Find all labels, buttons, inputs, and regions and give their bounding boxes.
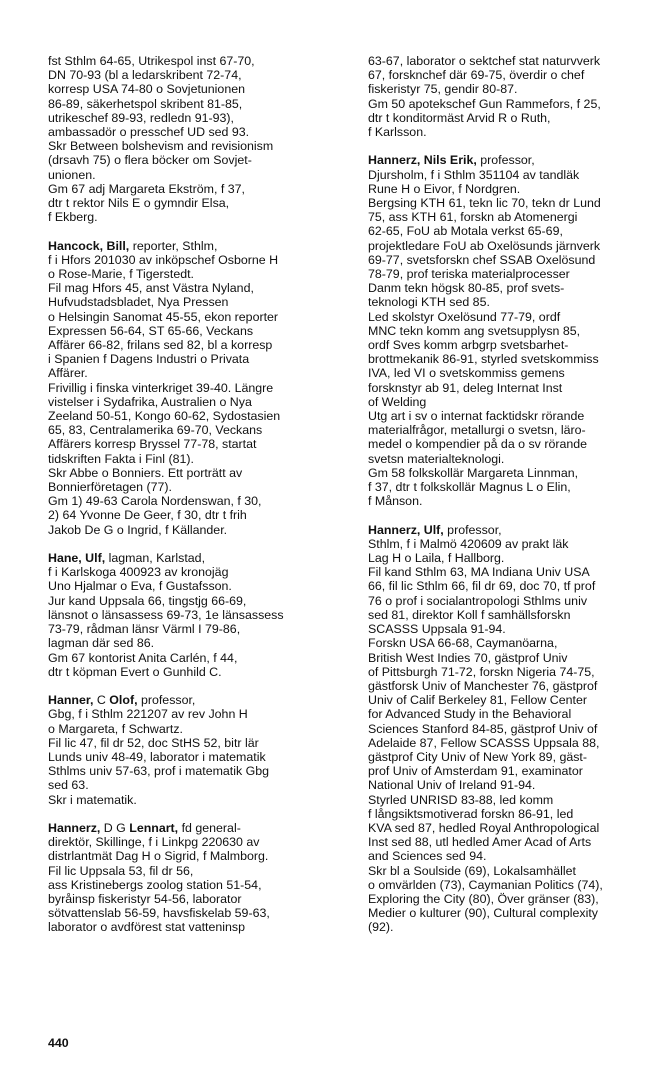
entry-text: Univ of Calif Berkeley 81, Fellow Center: [368, 693, 587, 708]
entry-text: gästforsk Univ of Manchester 76, gästprof: [368, 678, 598, 693]
entry-text: MNC tekn komm ang svetsupplysn 85,: [368, 323, 581, 338]
text-line: [368, 920, 668, 934]
entry-text: Gm 1) 49-63 Carola Nordenswan, f 30,: [48, 494, 262, 509]
text-line: [368, 168, 668, 182]
text-line: [368, 707, 668, 721]
text-line: [368, 622, 668, 636]
entry-text: byråinsp fiskeristyr 54-56, laborator: [48, 891, 242, 906]
entry-text: Bergsing KTH 61, tekn lic 70, tekn dr Lund: [368, 196, 601, 211]
entry-text: gästprof City Univ of New York 89, gäst-: [368, 749, 588, 764]
text-line: [368, 736, 668, 750]
text-line: [368, 565, 668, 579]
text-line: [48, 153, 348, 167]
text-line: [48, 579, 348, 593]
text-line: [368, 437, 668, 451]
text-line: [368, 153, 668, 167]
text-line: [48, 338, 348, 352]
entry-text: Jur kand Uppsala 66, tingstjg 66-69,: [48, 593, 247, 608]
text-line: [368, 466, 668, 480]
entry-text: medel o kompendier på da o sv rörande: [368, 437, 588, 452]
entry-text: 2) 64 Yvonne De Geer, f 30, dtr t frih: [48, 508, 247, 523]
entry-text: Danm tekn högsk 80-85, prof svets-: [368, 281, 565, 296]
entry-text: and Sciences sed 94.: [368, 849, 487, 864]
entry-text: Gbg, f i Sthlm 221207 av rev John H: [48, 707, 248, 722]
entry-text: Gm 67 adj Margareta Ekström, f 37,: [48, 181, 245, 196]
entry-text: D G: [100, 820, 130, 835]
text-line: [368, 409, 668, 423]
text-line: [368, 821, 668, 835]
text-line: [48, 523, 348, 537]
entry-text: forsknstyr ab 91, deleg Internat Inst: [368, 380, 563, 395]
entry-text: teknologi KTH sed 85.: [368, 295, 490, 310]
entry-text: 78-79, prof teriska materialprocesser: [368, 267, 570, 282]
entry-text: 63-67, laborator o sektchef stat naturvverk: [368, 54, 601, 68]
text-line: [48, 253, 348, 267]
text-line: [368, 295, 668, 309]
text-line: [48, 466, 348, 480]
text-line: [368, 778, 668, 792]
text-line: [368, 480, 668, 494]
text-line: [48, 622, 348, 636]
text-line: [48, 480, 348, 494]
entry-text: Skr Abbe o Bonniers. Ett porträtt av: [48, 465, 243, 480]
entry-text: Gm 50 apotekschef Gun Rammefors, f 25,: [368, 96, 601, 111]
text-line: [48, 210, 348, 224]
text-line: [368, 125, 668, 139]
biography-entry: [368, 153, 668, 508]
entry-text: sed 81, direktor Koll f samhällsforskn: [368, 607, 571, 622]
text-line: [48, 366, 348, 380]
text-line: [368, 54, 668, 68]
entry-text: Affärers korresp Bryssel 77-78, startat: [48, 437, 257, 452]
text-line: [368, 281, 668, 295]
entry-text: Zeeland 50-51, Kongo 60-62, Sydostasien: [48, 409, 281, 424]
entry-text: vistelser i Sydafrika, Australien o Nya: [48, 394, 252, 409]
entry-text: lagman, Karlstad,: [105, 551, 206, 566]
text-line: [368, 892, 668, 906]
entry-text: 75, ass KTH 61, forskn ab Atomenergi: [368, 210, 578, 225]
entry-text: materialfrågor, metallurgi o svetsn, läro-: [368, 423, 586, 438]
entry-text: Led skolstyr Oxelösund 77-79, ordf: [368, 309, 561, 324]
entry-heading: Hanner,: [48, 693, 94, 708]
entry-text: professor,: [137, 693, 196, 708]
entry-text: ass Kristinebergs zoolog station 51-54,: [48, 877, 262, 892]
entry-text: o Rose-Marie, f Tigerstedt.: [48, 267, 194, 282]
entry-text: Rune H o Eivor, f Nordgren.: [368, 181, 521, 196]
biography-entry: [48, 693, 348, 807]
text-line: [368, 537, 668, 551]
entry-text: prof Univ of Amsterdam 91, examinator: [368, 764, 583, 779]
entry-text: 62-65, FoU ab Motala verkst 65-69,: [368, 224, 563, 239]
text-line: [368, 608, 668, 622]
text-line: [48, 594, 348, 608]
text-line: [48, 565, 348, 579]
entry-text: svetsn materialteknologi.: [368, 451, 505, 466]
text-line: [48, 764, 348, 778]
entry-text: Skr bl a Soulside (69), Lokalsamhället: [368, 863, 576, 878]
entry-text: ambassadör o presschef UD sed 93.: [48, 125, 250, 140]
text-line: [48, 693, 348, 707]
text-line: [368, 494, 668, 508]
entry-text: Uno Hjalmar o Eva, f Gustafsson.: [48, 579, 232, 594]
entry-text: o Helsingin Sanomat 45-55, ekon reporter: [48, 309, 279, 324]
text-line: [48, 409, 348, 423]
entry-heading: Hancock, Bill,: [48, 238, 130, 253]
text-line: [368, 324, 668, 338]
entry-text: British West Indies 70, gästprof Univ: [368, 650, 568, 665]
entry-text: f i Karlskoga 400923 av kronojäg: [48, 565, 229, 580]
entry-text: dtr t konditormäst Arvid R o Ruth,: [368, 110, 551, 125]
entry-text: fiskeristyr 75, gendir 80-87.: [368, 82, 518, 97]
text-line: [368, 423, 668, 437]
text-line: [368, 210, 668, 224]
entry-heading: Hannerz, Ulf,: [368, 522, 444, 537]
entry-text: 76 o prof i socialantropologi Sthlms univ: [368, 593, 588, 608]
entry-text: brottmekanik 86-91, styrled svetskommiss: [368, 352, 599, 367]
entry-text: Fil lic Uppsala 53, fil dr 56,: [48, 863, 194, 878]
entry-text: professor,: [443, 522, 502, 537]
text-line: [48, 722, 348, 736]
entry-text: f i Hfors 201030 av inköpschef Osborne H: [48, 252, 279, 267]
entry-text: Jakob De G o Ingrid, f Källander.: [48, 522, 228, 537]
entry-text: sed 63.: [48, 778, 89, 793]
entry-text: (drsavh 75) o flera böcker om Sovjet-: [48, 153, 252, 168]
text-line: [48, 324, 348, 338]
text-line: [48, 82, 348, 96]
text-line: [48, 452, 348, 466]
entry-text: Hufvudstadsbladet, Nya Pressen: [48, 295, 229, 310]
entry-text: Fil kand Sthlm 63, MA Indiana Univ USA: [368, 565, 590, 580]
biography-entry: [48, 551, 348, 679]
biography-entry: [48, 54, 348, 224]
entry-text: 69-77, svetsforskn chef SSAB Oxelösund: [368, 252, 596, 267]
entry-text: Lag H o Laila, f Hallborg.: [368, 551, 505, 566]
text-line: [368, 182, 668, 196]
text-line: [48, 906, 348, 920]
text-line: [368, 551, 668, 565]
text-line: [368, 679, 668, 693]
entry-text: f Karlsson.: [368, 125, 427, 140]
text-line: [48, 508, 348, 522]
text-line: [368, 68, 668, 82]
text-line: [368, 835, 668, 849]
text-line: [368, 224, 668, 238]
entry-text: professor,: [476, 153, 535, 168]
text-line: [48, 736, 348, 750]
text-line: [48, 878, 348, 892]
entry-text: Affärer 66-82, frilans sed 82, bl a korresp: [48, 338, 273, 353]
right-column: [368, 54, 668, 935]
entry-text: Frivillig i finska vinterkriget 39-40. Längre: [48, 380, 274, 395]
entry-text: C: [93, 693, 110, 708]
entry-text: Expressen 56-64, ST 65-66, Veckans: [48, 323, 254, 338]
text-line: [368, 579, 668, 593]
text-line: [48, 437, 348, 451]
entry-text: distrlantmät Dag H o Sigrid, f Malmborg.: [48, 849, 269, 864]
entry-text: Skr Between bolshevism and revisionism: [48, 139, 274, 154]
text-line: [48, 295, 348, 309]
text-line: [48, 608, 348, 622]
entry-text: f långsiktsmotiverad forskn 86-91, led: [368, 806, 574, 821]
text-line: [368, 381, 668, 395]
entry-text: ordf Sves komm arbgrp svetsbarhet-: [368, 338, 569, 353]
entry-text: reporter, Sthlm,: [129, 238, 218, 253]
entry-text: 86-89, säkerhetspol skribent 81-85,: [48, 96, 243, 111]
text-line: [368, 352, 668, 366]
text-line: [368, 338, 668, 352]
entry-heading: Olof,: [109, 693, 138, 708]
entry-heading: Hannerz, Nils Erik,: [368, 153, 477, 168]
text-line: [48, 636, 348, 650]
entry-text: o Margareta, f Schwartz.: [48, 721, 183, 736]
entry-text: Sthlm, f i Malmö 420609 av prakt läk: [368, 536, 569, 551]
text-line: [48, 381, 348, 395]
entry-text: for Advanced Study in the Behavioral: [368, 707, 572, 722]
text-line: [48, 281, 348, 295]
text-line: [48, 821, 348, 835]
text-line: [368, 764, 668, 778]
page-number: 440: [48, 1036, 69, 1050]
entry-text: lagman där sed 86.: [48, 636, 155, 651]
entry-text: Forskn USA 66-68, Caymanöarna,: [368, 636, 558, 651]
text-line: [48, 494, 348, 508]
text-line: [48, 139, 348, 153]
entry-text: Fil lic 47, fil dr 52, doc StHS 52, bitr lär: [48, 735, 259, 750]
entry-text: o omvärlden (73), Caymanian Politics (74),: [368, 877, 603, 892]
text-line: [48, 54, 348, 68]
text-line: [48, 267, 348, 281]
text-line: [368, 267, 668, 281]
entry-text: 65, 83, Centralamerika 69-70, Veckans: [48, 423, 263, 438]
text-line: [48, 778, 348, 792]
text-line: [368, 793, 668, 807]
text-line: [48, 168, 348, 182]
text-line: [368, 310, 668, 324]
entry-text: (92).: [368, 920, 394, 935]
entry-text: Sthlms univ 57-63, prof i matematik Gbg: [48, 764, 270, 779]
text-line: [48, 793, 348, 807]
entry-text: projektledare FoU ab Oxelösunds järnverk: [368, 238, 601, 253]
text-line: [368, 693, 668, 707]
text-line: [48, 125, 348, 139]
entry-heading: Hannerz,: [48, 820, 101, 835]
text-line: [48, 835, 348, 849]
text-line: [48, 111, 348, 125]
text-line: [368, 807, 668, 821]
text-line: [368, 366, 668, 380]
entry-text: unionen.: [48, 167, 96, 182]
entry-text: korresp USA 74-80 o Sovjetunionen: [48, 82, 245, 97]
text-line: [368, 111, 668, 125]
text-line: [368, 239, 668, 253]
entry-text: laborator o avdförest stat vatteninsp: [48, 920, 245, 935]
text-line: [48, 849, 348, 863]
text-line: [368, 594, 668, 608]
entry-text: KVA sed 87, hedled Royal Anthropological: [368, 820, 600, 835]
entry-text: Fil mag Hfors 45, anst Västra Nyland,: [48, 281, 254, 296]
text-line: [48, 707, 348, 721]
text-line: [368, 665, 668, 679]
entry-text: DN 70-93 (bl a ledarskribent 72-74,: [48, 68, 242, 83]
entry-text: Affärer.: [48, 366, 88, 381]
text-line: [48, 665, 348, 679]
entry-text: of Pittsburgh 71-72, forskn Nigeria 74-75,: [368, 664, 595, 679]
entry-text: fst Sthlm 64-65, Utrikespol inst 67-70,: [48, 54, 255, 68]
text-line: [368, 651, 668, 665]
entry-text: National Univ of Ireland 91-94.: [368, 778, 536, 793]
text-line: [368, 849, 668, 863]
entry-text: of Welding: [368, 394, 427, 409]
biography-entry: [48, 239, 348, 537]
biography-entry: [48, 821, 348, 935]
entry-text: Gm 58 folkskollär Margareta Linnman,: [368, 465, 579, 480]
text-line: [368, 722, 668, 736]
text-line: [48, 551, 348, 565]
entry-text: dtr t rektor Nils E o gymndir Elsa,: [48, 196, 230, 211]
entry-text: fd general-: [178, 820, 241, 835]
entry-text: 66, fil lic Sthlm 66, fil dr 69, doc 70, tf prof: [368, 579, 596, 594]
text-line: [48, 196, 348, 210]
text-line: [48, 68, 348, 82]
text-line: [368, 196, 668, 210]
entry-text: Medier o kulturer (90), Cultural complexity: [368, 906, 598, 921]
entry-text: 67, forsknchef där 69-75, överdir o chef: [368, 68, 585, 83]
text-line: [48, 239, 348, 253]
entry-text: tidskriften Fakta i Finl (81).: [48, 451, 194, 466]
left-column: [48, 54, 348, 935]
entry-heading: Hane, Ulf,: [48, 551, 106, 566]
entry-text: f Ekberg.: [48, 210, 98, 225]
entry-text: Inst sed 88, utl hedled Amer Acad of Arts: [368, 835, 592, 850]
entry-text: Styrled UNRISD 83-88, led komm: [368, 792, 554, 807]
entry-text: Skr i matematik.: [48, 792, 137, 807]
text-line: [48, 920, 348, 934]
entry-text: utrikeschef 89-93, redledn 91-93),: [48, 110, 234, 125]
text-line: [48, 651, 348, 665]
entry-text: sötvattenslab 56-59, havsfiskelab 59-63,: [48, 906, 270, 921]
entry-text: f 37, dtr t folkskollär Magnus L o Elin,: [368, 480, 571, 495]
text-line: [48, 423, 348, 437]
entry-text: Utg art i sv o internat facktidskr rörande: [368, 409, 585, 424]
text-line: [368, 636, 668, 650]
text-line: [368, 253, 668, 267]
entry-text: Bonnierföretagen (77).: [48, 480, 172, 495]
text-line: [368, 97, 668, 111]
text-line: [48, 182, 348, 196]
entry-text: Exploring the City (80), Över gränser (83),: [368, 891, 599, 906]
entry-text: Djursholm, f i Sthlm 351104 av tandläk: [368, 167, 580, 182]
text-line: [368, 395, 668, 409]
biography-entry: [368, 54, 668, 139]
entry-text: Gm 67 kontorist Anita Carlén, f 44,: [48, 650, 238, 665]
text-line: [368, 878, 668, 892]
entry-heading: Lennart,: [129, 820, 179, 835]
entry-text: IVA, led VI o svetskommiss gemens: [368, 366, 565, 381]
entry-text: i Spanien f Dagens Industri o Privata: [48, 352, 250, 367]
text-line: [368, 864, 668, 878]
entry-text: Adelaide 87, Fellow SCASSS Uppsala 88,: [368, 735, 600, 750]
text-line: [368, 523, 668, 537]
text-line: [368, 452, 668, 466]
entry-text: f Månson.: [368, 494, 423, 509]
text-line: [48, 864, 348, 878]
text-line: [48, 892, 348, 906]
entry-text: SCASSS Uppsala 91-94.: [368, 622, 506, 637]
text-line: [368, 906, 668, 920]
text-line: [48, 97, 348, 111]
text-line: [368, 750, 668, 764]
entry-text: dtr t köpman Evert o Gunhild C.: [48, 664, 222, 679]
text-line: [48, 310, 348, 324]
text-line: [48, 352, 348, 366]
entry-text: direktör, Skillinge, f i Linkpg 220630 av: [48, 835, 260, 850]
text-line: [48, 750, 348, 764]
biography-entry: [368, 523, 668, 935]
text-line: [368, 82, 668, 96]
entry-text: Lunds univ 48-49, laborator i matematik: [48, 749, 266, 764]
entry-text: 73-79, rådman länsr Värml I 79-86,: [48, 622, 241, 637]
text-line: [48, 395, 348, 409]
entry-text: Sciences Stanford 84-85, gästprof Univ of: [368, 721, 598, 736]
entry-text: länsnot o länsassess 69-73, 1e länsassess: [48, 607, 284, 622]
